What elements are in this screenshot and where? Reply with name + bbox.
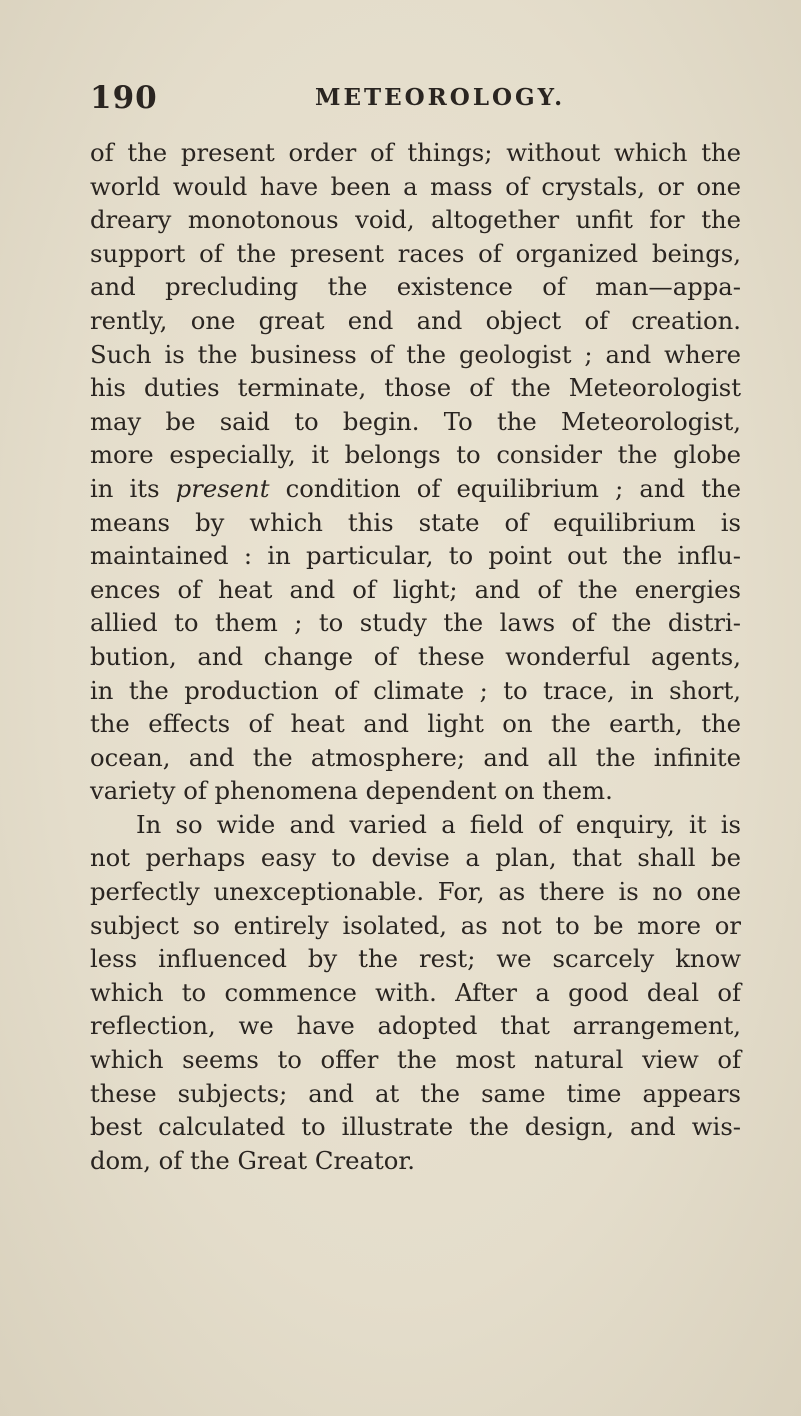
text-line: dreary monotonous void, altogether unfit for the bbox=[90, 205, 741, 235]
text-line: In so wide and varied a field of enquiry, it is bbox=[136, 809, 741, 839]
text-segment: condition of equilibrium ; and the bbox=[269, 473, 741, 503]
text-line: reflection, we have adopted that arrangement, bbox=[90, 1011, 741, 1041]
text-line: means by which this state of equilibrium is bbox=[90, 507, 741, 537]
running-head bbox=[90, 80, 750, 120]
text-line: subject so entirely isolated, as not to be more or bbox=[90, 910, 741, 940]
text-line: bution, and change of these wonderful agents, bbox=[90, 641, 741, 671]
text-line: in the production of climate ; to trace, in short, bbox=[90, 675, 741, 705]
text-line: best calculated to illustrate the design, and wis- bbox=[90, 1112, 741, 1142]
text-line: world would have been a mass of crystals, or one bbox=[90, 171, 741, 201]
text-line-with-italic bbox=[90, 472, 741, 506]
text-line: not perhaps easy to devise a plan, that shall be bbox=[90, 843, 741, 873]
text-line: ocean, and the atmosphere; and all the infinite bbox=[90, 742, 741, 772]
text-line: variety of phenomena dependent on them. bbox=[90, 776, 613, 806]
text-line: ences of heat and of light; and of the energies bbox=[90, 574, 741, 604]
text-line: dom, of the Great Creator. bbox=[90, 1145, 416, 1175]
paragraph-1 bbox=[90, 136, 741, 808]
text-line: his duties terminate, those of the Meteorologist bbox=[90, 373, 741, 403]
page-number: 190 bbox=[90, 80, 158, 116]
text-line: the effects of heat and light on the earth, the bbox=[90, 709, 741, 739]
text-line: these subjects; and at the same time appears bbox=[90, 1078, 741, 1108]
text-line: rently, one great end and object of creation. bbox=[90, 305, 741, 335]
text-line: which seems to offer the most natural view of bbox=[90, 1045, 741, 1075]
text-line: may be said to begin. To the Meteorologist, bbox=[90, 406, 741, 436]
text-line: and precluding the existence of man—appa- bbox=[90, 272, 741, 302]
paragraph-2 bbox=[90, 808, 741, 1178]
running-title: METEOROLOGY. bbox=[315, 84, 566, 111]
body-text bbox=[90, 136, 741, 1177]
text-line: less influenced by the rest; we scarcely know bbox=[90, 944, 741, 974]
text-line: of the present order of things; without which the bbox=[90, 138, 741, 167]
text-segment: in its bbox=[90, 473, 176, 503]
text-line: maintained : in particular, to point out the influ- bbox=[90, 541, 741, 571]
italic-word: present bbox=[175, 473, 270, 503]
text-line: perfectly unexceptionable. For, as there is no one bbox=[90, 877, 741, 907]
text-line: Such is the business of the geologist ; and where bbox=[90, 339, 741, 369]
text-line: support of the present races of organized beings, bbox=[90, 238, 741, 268]
text-line: more especially, it belongs to consider the globe bbox=[90, 440, 741, 470]
text-line: allied to them ; to study the laws of the distri- bbox=[90, 608, 741, 638]
text-line: which to commence with. After a good deal of bbox=[90, 977, 741, 1007]
